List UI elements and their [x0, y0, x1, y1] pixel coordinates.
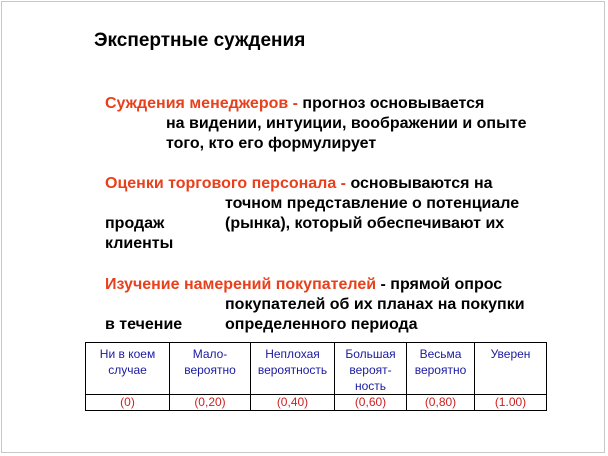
slide-title: Экспертные суждения — [94, 30, 306, 51]
section-buyers-text-2: покупателей об их планах на покупки — [225, 296, 525, 313]
scale-value-cell: (0,60) — [335, 395, 407, 411]
section-managers-text-2: на видении, интуиции, воображении и опыте — [166, 115, 527, 132]
section-sales-text-4: (рынка), который обеспечивают их — [225, 215, 505, 232]
scale-header-cell: Весьма вероятно — [407, 343, 475, 395]
scale-header-cell: Мало- вероятно — [170, 343, 251, 395]
scale-value-cell: (0) — [86, 395, 170, 411]
section-sales-text-1: основываются на — [350, 175, 493, 192]
term-managers: Суждения менеджеров - — [105, 95, 303, 112]
section-managers-text-3: того, кто его формулирует — [166, 135, 377, 152]
scale-header-cell: Ни в коем случае — [86, 343, 170, 395]
section-buyers-text-1: - прямой опрос — [376, 276, 503, 293]
scale-value-cell: (0,80) — [407, 395, 475, 411]
slide — [1, 1, 605, 453]
scale-header-cell: Большая вероят- ность — [335, 343, 407, 395]
scale-values-row — [86, 395, 547, 411]
term-buyer-intentions: Изучение намерений покупателей — [105, 276, 377, 293]
section-buyers-text-3: в течение — [105, 316, 183, 333]
scale-value-cell: (0,20) — [170, 395, 251, 411]
scale-value-cell: (1.00) — [475, 395, 547, 411]
section-buyers-text-4: определенного периода — [225, 316, 418, 333]
section-sales-line-1 — [105, 174, 493, 194]
section-sales-text-2: точном представление о потенциале — [225, 195, 520, 212]
probability-scale-table — [85, 342, 547, 411]
section-managers-line-1 — [105, 94, 484, 114]
section-sales-text-3: продаж — [105, 215, 165, 232]
scale-header-row — [86, 343, 547, 395]
scale-header-cell: Уверен — [475, 343, 547, 395]
scale-value-cell: (0,40) — [251, 395, 335, 411]
term-sales-staff: Оценки торгового персонала - — [105, 175, 351, 192]
scale-header-cell: Неплохая вероятность — [251, 343, 335, 395]
section-sales-text-5: клиенты — [105, 235, 174, 252]
section-buyers-line-1 — [105, 275, 502, 295]
section-managers-text-1: прогноз основывается — [302, 95, 485, 112]
